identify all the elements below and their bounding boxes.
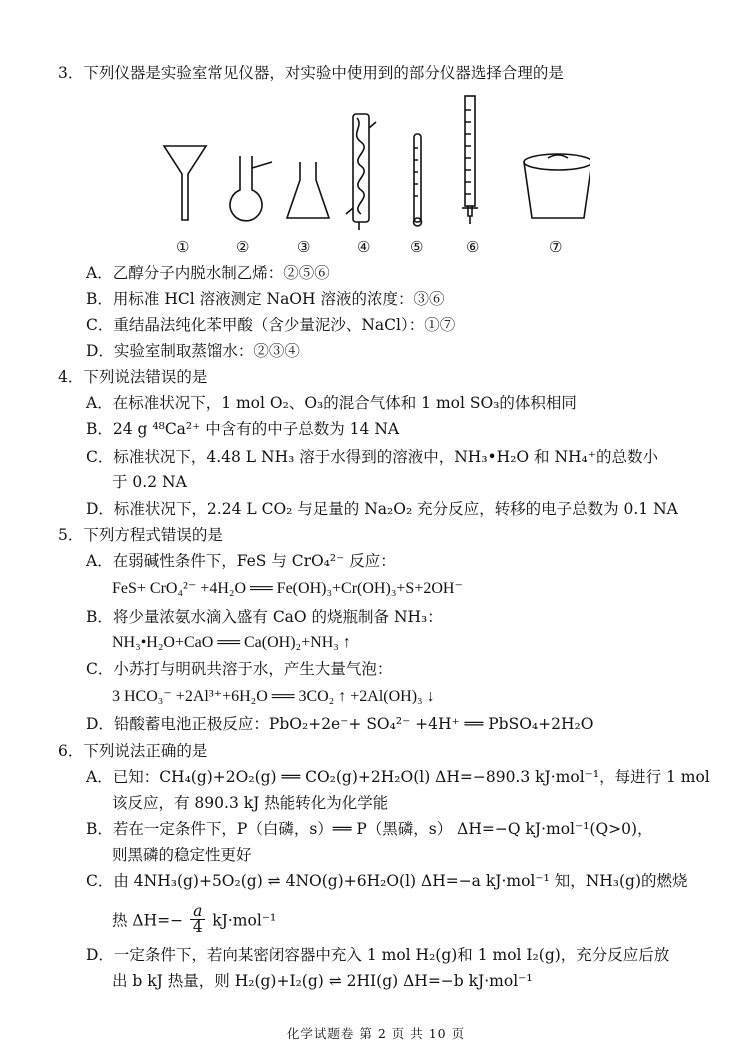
q6-stem: 6．下列说法正确的是 <box>58 742 208 760</box>
q5-option-c: C．小苏打与明矾共溶于水，产生大量气泡： <box>86 660 393 678</box>
fraction-denominator: 4 <box>192 918 203 936</box>
q5-stem: 5．下列方程式错误的是 <box>58 526 223 544</box>
q5-option-d: D．铅酸蓄电池正极反应：PbO₂+2e⁻+ SO₄²⁻ +4H⁺ ══ PbSO₄+2H₂O <box>86 715 594 733</box>
q4-option-b: B．24 g ⁴⁸Ca²⁺ 中含有的中子总数为 14 NA <box>86 420 400 438</box>
q3-stem: 3．下列仪器是实验室常见仪器，对实验中使用到的部分仪器选择合理的是 <box>58 64 564 82</box>
apparatus-label-2: ② <box>236 238 250 256</box>
q6-option-b-line2: 则黑磷的稳定性更好 <box>112 846 252 864</box>
apparatus-label-6: ⑥ <box>466 238 480 256</box>
q6-option-a-line2: 该反应，有 890.3 kJ 热能转化为化学能 <box>112 794 389 812</box>
q5-option-b: B．将少量浓氨水滴入盛有 CaO 的烧瓶制备 NH₃： <box>86 608 443 626</box>
q6-option-c-suffix: kJ·mol⁻¹ <box>212 911 277 930</box>
fraction-numerator: a <box>190 904 205 920</box>
erlenmeyer-flask-icon <box>287 162 329 218</box>
q4-option-d: D．标准状况下，2.24 L CO₂ 与足量的 Na₂O₂ 充分反应，转移的电子总数为 0.1 NA <box>86 500 678 518</box>
distillation-flask-icon <box>230 156 272 221</box>
q5-option-c-equation: 3 HCO₃⁻ +2Al³⁺+6H₂O ══ 3CO₂ ↑ +2Al(OH)₃ ↓ <box>112 688 435 705</box>
q3-option-b: B．用标准 HCl 溶液测定 NaOH 溶液的浓度：③⑥ <box>86 290 445 308</box>
q5-option-a: A．在弱碱性条件下，FeS 与 CrO₄²⁻ 反应： <box>86 552 396 570</box>
crucible-icon <box>524 154 590 218</box>
apparatus-figure <box>150 90 590 260</box>
q5-option-a-equation: FeS+ CrO₄²⁻ +4H₂O ══ Fe(OH)₃+Cr(OH)₃+S+2OH⁻ <box>112 580 463 597</box>
q5-option-b-equation: NH₃•H₂O+CaO ══ Ca(OH)₂+NH₃ ↑ <box>112 634 351 651</box>
fraction <box>190 904 205 935</box>
q3-option-a: A．乙醇分子内脱水制乙烯：②⑤⑥ <box>86 264 330 282</box>
q6-option-a-line1: A．已知：CH₄(g)+2O₂(g) ══ CO₂(g)+2H₂O(l) ΔH=−890.3 kJ·mol⁻¹，每进行 1 mol <box>86 768 710 786</box>
q6-option-d-line2: 出 b kJ 热量，则 H₂(g)+I₂(g) ⇌ 2HI(g) ΔH=−b kJ·mol⁻¹ <box>112 972 533 990</box>
q4-option-a: A．在标准状况下，1 mol O₂、O₃的混合气体和 1 mol SO₃的体积相同 <box>86 394 577 412</box>
q4-option-c-line2: 于 0.2 NA <box>112 473 187 491</box>
q4-stem: 4．下列说法错误的是 <box>58 368 208 386</box>
q6-option-c-line2 <box>112 902 277 937</box>
burette-icon <box>462 96 478 224</box>
q3-option-c: C．重结晶法纯化苯甲酸（含少量泥沙、NaCl）：①⑦ <box>86 316 456 334</box>
funnel-icon <box>164 146 206 220</box>
apparatus-label-5: ⑤ <box>410 238 424 256</box>
q4-option-c-line1: C．标准状况下，4.48 L NH₃ 溶于水得到的溶液中，NH₃•H₂O 和 NH₄⁺的总数小 <box>86 448 658 466</box>
condenser-icon <box>346 114 376 230</box>
q3-option-d: D．实验室制取蒸馏水：②③④ <box>86 342 300 360</box>
apparatus-label-3: ③ <box>297 238 311 256</box>
thermometer-icon <box>414 134 422 226</box>
q6-option-b-line1: B．若在一定条件下，P（白磷，s）══ P（黑磷，s） ΔH=−Q kJ·mol⁻¹(Q>0)， <box>86 820 653 838</box>
apparatus-label-4: ④ <box>357 238 371 256</box>
apparatus-label-1: ① <box>176 238 190 256</box>
q6-option-d-line1: D．一定条件下，若向某密闭容器中充入 1 mol H₂(g)和 1 mol I₂(g)，充分反应后放 <box>86 946 670 964</box>
apparatus-label-7: ⑦ <box>549 238 563 256</box>
q6-option-c-line1: C．由 4NH₃(g)+5O₂(g) ⇌ 4NO(g)+6H₂O(l) ΔH=−a kJ·mol⁻¹ 知，NH₃(g)的燃烧 <box>86 872 688 890</box>
page-footer: 化学试题卷 第 2 页 共 10 页 <box>286 1026 466 1041</box>
q6-option-c-prefix: 热 ΔH=− <box>112 911 184 930</box>
